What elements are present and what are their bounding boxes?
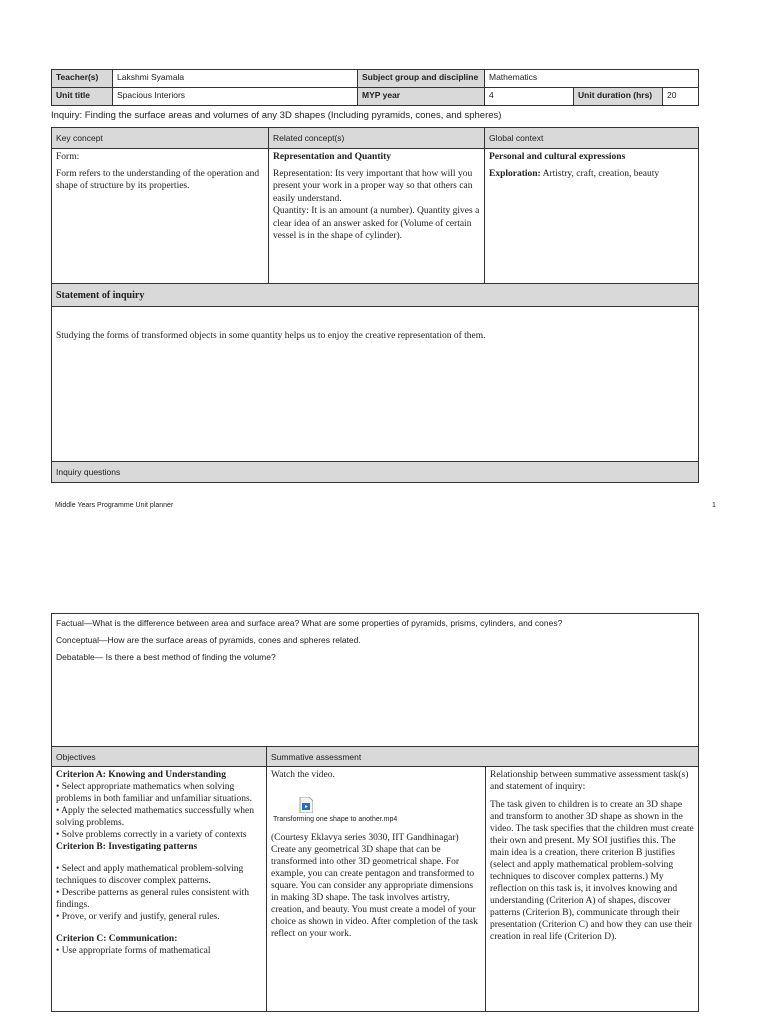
criterion-a-item: • Solve problems correctly in a variety of contexts <box>56 830 247 840</box>
inquiry-questions-cell <box>52 614 699 747</box>
related-concept-header: Related concept(s) <box>269 128 485 149</box>
related-concept-cell <box>269 149 485 284</box>
key-concept-text: Form refers to the understanding of the operation and shape of structure by its properties. <box>56 168 260 191</box>
key-concept-cell <box>52 149 269 284</box>
key-concept-title: Form: <box>56 152 80 162</box>
key-concept-header: Key concept <box>52 128 269 149</box>
criterion-b-item: • Describe patterns as general rules consistent with findings. <box>56 888 250 910</box>
statement-of-inquiry-text: Studying the forms of transformed objects in some quantity helps us to enjoy the creative representation of them. <box>56 331 486 341</box>
teacher-value: Lakshmi Syamala <box>113 70 358 88</box>
concepts-table <box>51 127 699 483</box>
duration-label: Unit duration (hrs) <box>574 88 663 106</box>
video-file-icon[interactable] <box>299 797 313 813</box>
statement-of-inquiry-header: Statement of inquiry <box>52 284 699 307</box>
unit-title-label: Unit title <box>52 88 113 106</box>
criterion-a-title: Criterion A: Knowing and Understanding <box>56 770 226 780</box>
unit-info-table <box>51 69 699 106</box>
relationship-cell <box>486 767 699 1012</box>
subject-label: Subject group and discipline <box>358 70 485 88</box>
relationship-title: Relationship between summative assessment task(s) and statement of inquiry: <box>490 770 689 792</box>
conceptual-question: Conceptual—How are the surface areas of pyramids, cones and spheres related. <box>56 635 361 645</box>
global-context-header: Global context <box>485 128 699 149</box>
video-file-label[interactable]: Transforming one shape to another.mp4 <box>273 816 398 823</box>
myp-year-value: 4 <box>485 88 574 106</box>
global-context-cell <box>485 149 699 284</box>
relationship-text: The task given to children is to create an 3D shape and transform to another 3D shape as shown in the video. The task specifies that the children must create their own and present. My SOI justifies this. The main idea is a creation, there criterion B justifies (select and apply mathematical problem-solving techniques to discover complex patterns.) My reflection on this task is, it involves knowing and understanding (Criterion A) of shapes, discover patterns (Criterion B), communicate through their presentation (Criterion C) and how they can use their creation in real life (Criterion D). <box>490 800 694 942</box>
exploration-label: Exploration: <box>489 168 541 179</box>
criterion-a-item: • Apply the selected mathematics successfully when solving problems. <box>56 806 255 828</box>
related-concept-text-1: Representation: Its very important that how will you present your work in a proper way so that others can easily understand. <box>273 168 473 204</box>
exploration-text: Artistry, craft, creation, beauty <box>542 168 660 179</box>
criterion-c-title: Criterion C: Communication: <box>56 934 178 944</box>
related-concept-text-2: Quantity: It is an amount (a number). Quantity gives a clear idea of an answer asked for (Volume of certain vessel is in the shape of cylinder). <box>273 206 480 241</box>
page-number: 1 <box>712 502 716 509</box>
objectives-cell <box>52 767 267 1012</box>
criterion-a-item: • Select appropriate mathematics when solving problems in both familiar and unfamiliar situations. <box>56 782 253 804</box>
statement-of-inquiry-cell <box>52 307 699 462</box>
global-context-title: Personal and cultural expressions <box>489 152 626 162</box>
inquiry-questions-header: Inquiry questions <box>52 462 699 483</box>
teacher-label: Teacher(s) <box>52 70 113 88</box>
factual-question: Factual—What is the difference between area and surface area? What are some properties of pyramids, prisms, cylinders, and cones? <box>56 618 563 628</box>
related-concept-title: Representation and Quantity <box>273 152 392 162</box>
criterion-b-title: Criterion B: Investigating patterns <box>56 842 198 852</box>
watch-video-text: Watch the video. <box>271 770 335 780</box>
task-description: Create any geometrical 3D shape that can be transformed into other 3D geometrical shape. For example, you can create pentagon and transformed to square. You can consider any appropriate dimensions in making 3D shape. The task involves artistry, creation, and beauty. You must create a model of your choice as shown in video. After completion of the task reflect on your work. <box>271 845 478 939</box>
inquiry-line: Inquiry: Finding the surface areas and volumes of any 3D shapes (Including pyramids, cones, and spheres) <box>51 110 502 121</box>
unit-title-value: Spacious Interiors <box>113 88 358 106</box>
summative-assessment-header: Summative assessment <box>267 747 699 767</box>
objectives-table <box>51 613 699 1012</box>
subject-value: Mathematics <box>485 70 699 88</box>
debatable-question: Debatable— Is there a best method of finding the volume? <box>56 652 276 662</box>
footer-title: Middle Years Programme Unit planner <box>55 502 174 509</box>
criterion-b-item: • Select and apply mathematical problem-solving techniques to discover complex patterns. <box>56 864 244 886</box>
objectives-header: Objectives <box>52 747 267 767</box>
criterion-b-item: • Prove, or verify and justify, general rules. <box>56 912 220 922</box>
duration-value: 20 <box>663 88 699 106</box>
criterion-c-item: • Use appropriate forms of mathematical <box>56 946 211 956</box>
summative-assessment-cell <box>267 767 486 1012</box>
courtesy-text: (Courtesy Eklavya series 3030, IIT Gandhinagar) <box>271 833 459 843</box>
myp-year-label: MYP year <box>358 88 485 106</box>
